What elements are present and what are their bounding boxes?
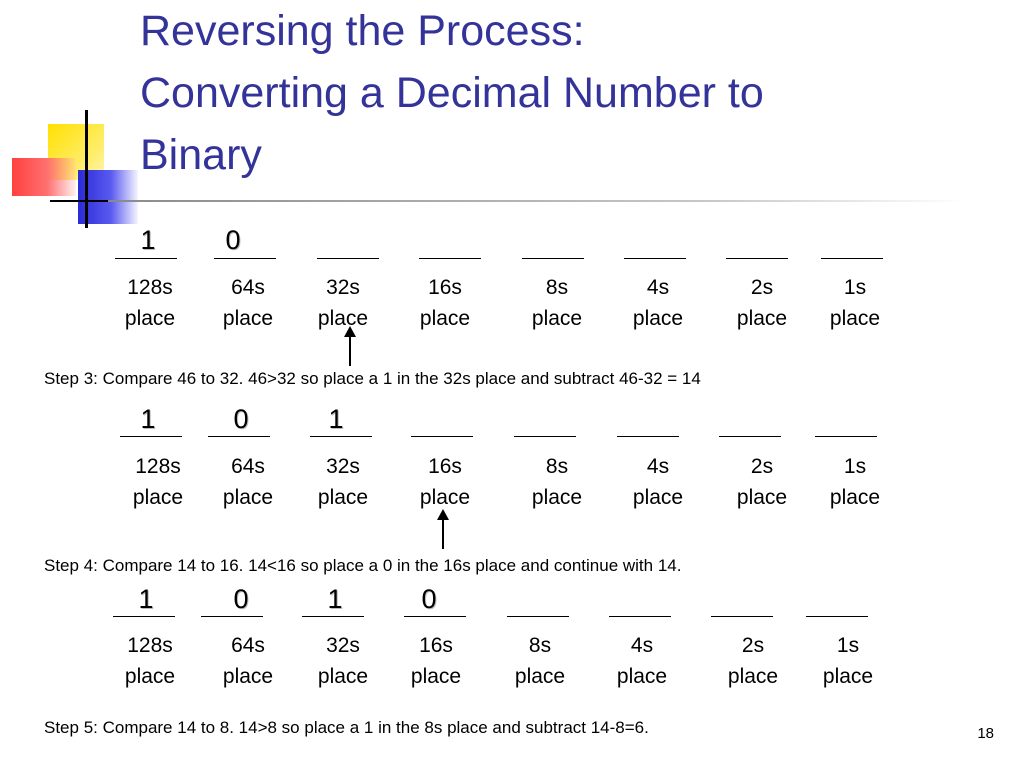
digit-64s: 0 [233, 404, 249, 434]
title-line-2: Converting a Decimal Number to [140, 69, 764, 117]
blank-8s [514, 436, 576, 437]
blank-4s [609, 616, 671, 617]
page-number: 18 [977, 725, 994, 742]
slide-title [140, 0, 1010, 186]
blank-2s [726, 258, 788, 259]
place-label-8s: 8s place [531, 455, 583, 509]
up-arrow-32s [349, 336, 351, 366]
digit-32s: 1 [327, 584, 343, 614]
place-label-64s: 64s place [222, 455, 274, 509]
place-label-2s: 2s place [736, 276, 788, 330]
blank-128s [120, 436, 182, 437]
title-line-3: Binary [140, 131, 262, 179]
vertical-line-shape [85, 110, 88, 228]
blank-4s [617, 436, 679, 437]
place-label-64s: 64s place [222, 276, 274, 330]
up-arrow-16s [442, 519, 444, 549]
place-label-4s: 4s place [616, 634, 668, 688]
blank-16s [419, 258, 481, 259]
step-4-text: Step 4: Compare 14 to 16. 14<16 so place a 0 in the 16s place and continue with 14. [44, 556, 682, 575]
blank-32s [317, 258, 379, 259]
blank-128s [115, 258, 177, 259]
blank-16s [404, 616, 466, 617]
blank-64s [208, 436, 270, 437]
digit-64s: 0 [233, 584, 249, 614]
slide-logo-graphic [0, 100, 140, 230]
place-label-16s: 16s place [419, 276, 471, 330]
blank-4s [624, 258, 686, 259]
place-label-4s: 4s place [632, 455, 684, 509]
blank-64s [214, 258, 276, 259]
place-label-32s: 32s place [317, 455, 369, 509]
digit-16s: 0 [421, 584, 437, 614]
place-label-32s: 32s place [317, 276, 369, 330]
blank-64s [201, 616, 263, 617]
digit-128s: 1 [140, 404, 156, 434]
title-underline [108, 200, 968, 202]
digit-32s: 1 [328, 404, 344, 434]
place-label-1s: 1s place [829, 455, 881, 509]
blank-8s [522, 258, 584, 259]
blank-1s [815, 436, 877, 437]
place-label-16s: 16s place [410, 634, 462, 688]
digit-64s: 0 [225, 225, 241, 255]
digit-128s: 1 [138, 584, 154, 614]
place-label-8s: 8s place [531, 276, 583, 330]
blank-2s [711, 616, 773, 617]
place-label-4s: 4s place [632, 276, 684, 330]
place-label-32s: 32s place [317, 634, 369, 688]
blank-1s [821, 258, 883, 259]
place-label-1s: 1s place [822, 634, 874, 688]
digit-128s: 1 [140, 225, 156, 255]
blank-2s [719, 436, 781, 437]
blank-32s [310, 436, 372, 437]
place-label-128s: 128s place [124, 276, 176, 330]
blank-128s [113, 616, 175, 617]
blank-8s [507, 616, 569, 617]
place-label-128s: 128s place [124, 634, 176, 688]
step-3-text: Step 3: Compare 46 to 32. 46>32 so place a 1 in the 32s place and subtract 46-32 = 14 [44, 369, 701, 388]
place-label-16s: 16s place [419, 455, 471, 509]
place-label-8s: 8s place [514, 634, 566, 688]
place-label-64s: 64s place [222, 634, 274, 688]
step-5-text: Step 5: Compare 14 to 8. 14>8 so place a 1 in the 8s place and subtract 14-8=6. [44, 718, 649, 737]
title-line-1: Reversing the Process: [140, 7, 585, 55]
place-label-128s: 128s place [132, 455, 184, 509]
blank-32s [302, 616, 364, 617]
place-label-2s: 2s place [727, 634, 779, 688]
red-bar-shape [12, 158, 76, 196]
blank-1s [806, 616, 868, 617]
place-label-1s: 1s place [829, 276, 881, 330]
blank-16s [411, 436, 473, 437]
place-label-2s: 2s place [736, 455, 788, 509]
